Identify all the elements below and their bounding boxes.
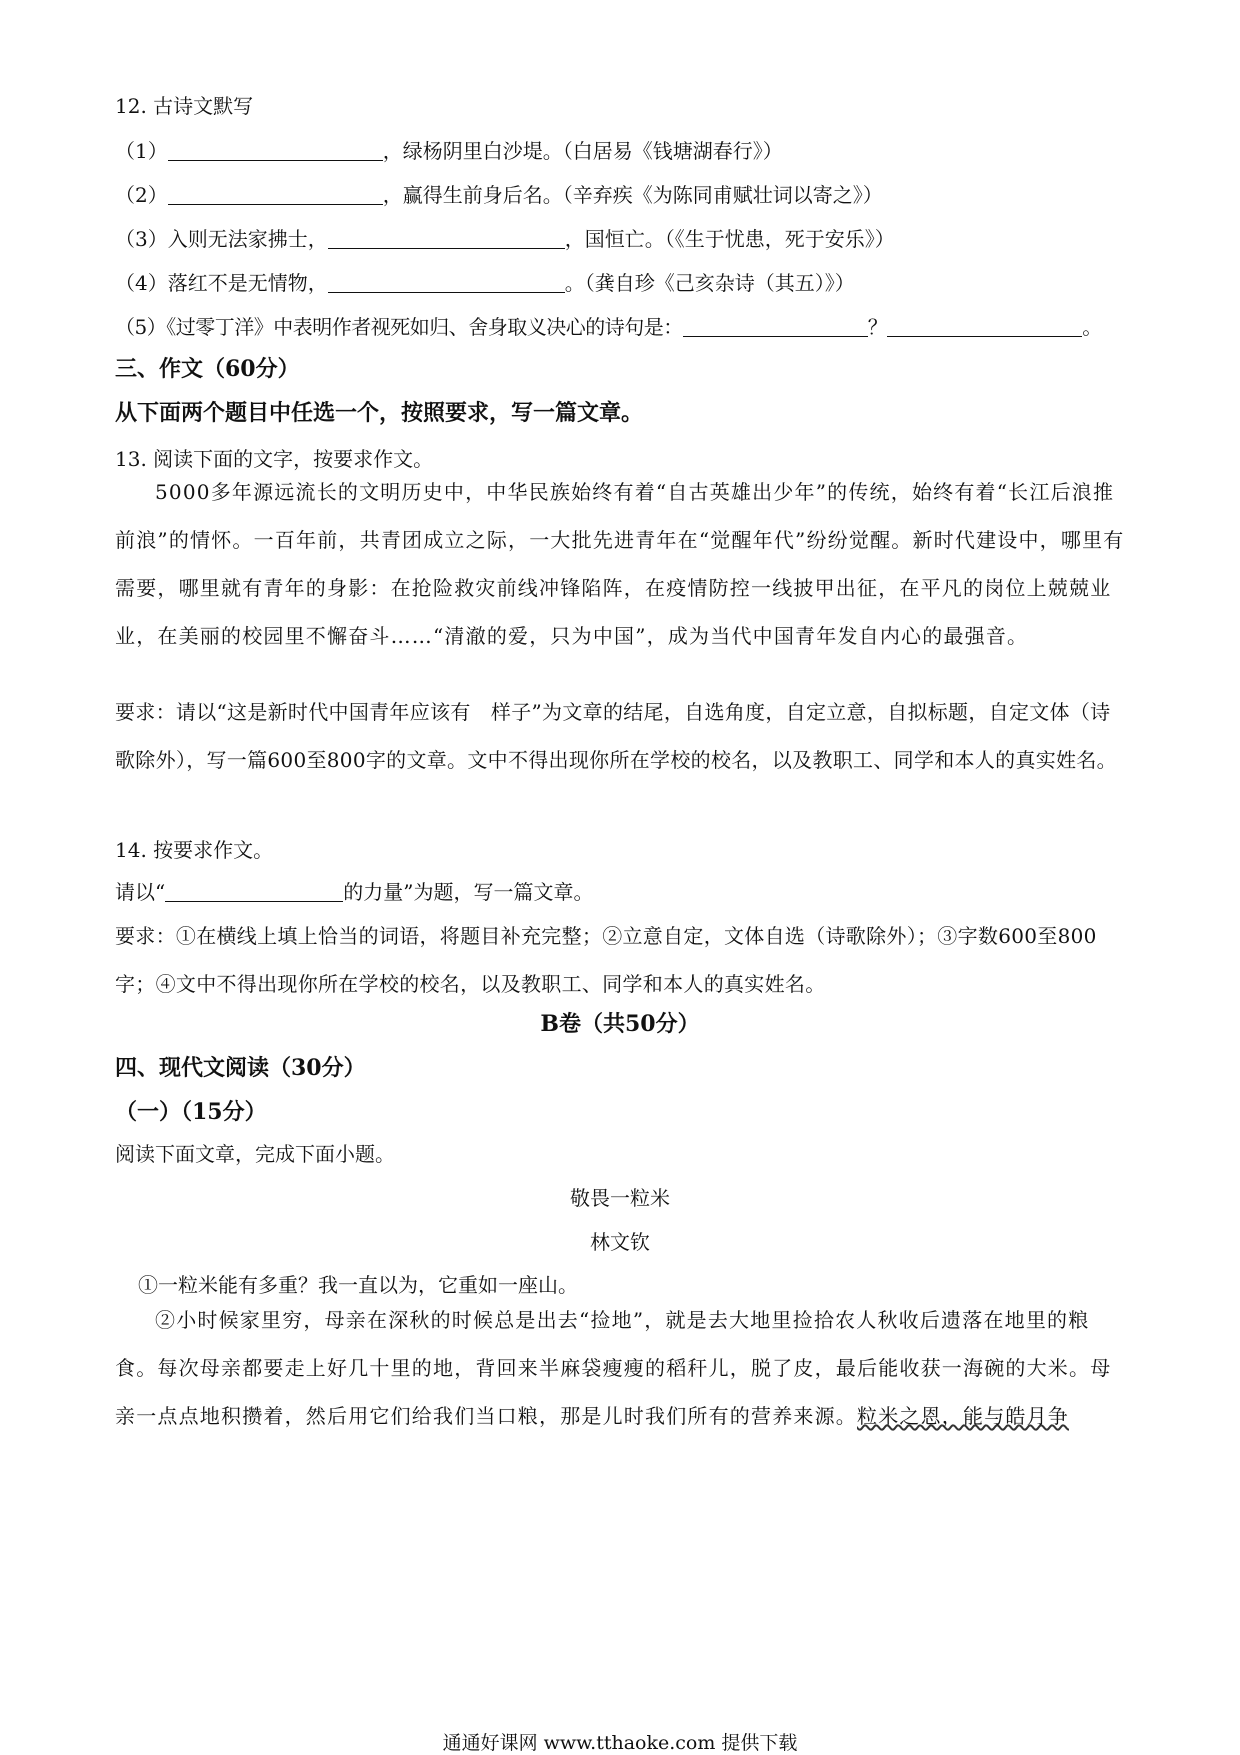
reading-instruction: 阅读下面文章，完成下面小题。 bbox=[115, 1142, 395, 1166]
q12-item-2 bbox=[115, 183, 1130, 207]
q12-item-4-pre: （4）落红不是无情物， bbox=[115, 271, 328, 295]
answer-blank-3[interactable] bbox=[328, 228, 565, 249]
q12-item-4 bbox=[115, 271, 1130, 295]
q12-item-3-post: ，国恒亡。（《生于忧患，死于安乐》） bbox=[564, 227, 895, 251]
q12-item-3 bbox=[115, 227, 1130, 251]
title-blank[interactable] bbox=[165, 881, 343, 902]
article-paragraph-2-text: ②小时候家里穷，母亲在深秋的时候总是出去“捡地”，就是去大地里捡拾农人秋收后遗落在地里的粮食。每次母亲都要走上好几十里的地，背回来半麻袋瘦瘦的稻秆儿，脱了皮，最后能收获一海碗的大米。母亲一点点地积攒着，然后用它们给我们当口粮，那是儿时我们所有的营养来源。 bbox=[115, 1308, 1112, 1428]
q12-title: 12. 古诗文默写 bbox=[115, 94, 254, 118]
q12-item-5-pre: （5）《过零丁洋》中表明作者视死如归、舍身取义决心的诗句是： bbox=[115, 315, 683, 339]
q12-item-5-mid: ？ bbox=[867, 315, 888, 339]
q14-prompt-post: 的力量”为题，写一篇文章。 bbox=[343, 880, 594, 904]
q14-prompt bbox=[115, 880, 1130, 904]
answer-blank-5a[interactable] bbox=[683, 316, 868, 337]
q12-item-5-end: 。 bbox=[1082, 315, 1102, 339]
answer-blank-2[interactable] bbox=[168, 184, 383, 205]
q13-requirement: 要求：请以“这是新时代中国青年应该有 样子”为文章的结尾，自选角度，自定立意，自拟标题，自定文体（诗歌除外），写一篇600至800字的文章。文中不得出现你所在学校的校名，以及教职工、同学和本人的真实姓名。 bbox=[115, 700, 1117, 772]
q14-requirement: 要求：①在横线上填上恰当的词语，将题目补充完整；②立意自定，文体自选（诗歌除外）；③字数600至800字；④文中不得出现你所在学校的校名，以及教职工、同学和本人的真实姓名。 bbox=[115, 924, 1097, 996]
section-3-instruction: 从下面两个题目中任选一个，按照要求，写一篇文章。 bbox=[115, 400, 644, 426]
answer-blank-5b[interactable] bbox=[887, 316, 1082, 337]
article-paragraph-1: ①一粒米能有多重？我一直以为，它重如一座山。 bbox=[138, 1273, 578, 1297]
q12-item-1 bbox=[115, 139, 1130, 163]
q13-passage bbox=[115, 468, 1130, 660]
q12-item-1-number: （1） bbox=[115, 139, 168, 163]
q13-requirement-block bbox=[115, 688, 1130, 784]
answer-blank-1[interactable] bbox=[168, 140, 383, 161]
q12-item-2-number: （2） bbox=[115, 183, 168, 207]
q14-prompt-pre: 请以“ bbox=[115, 880, 166, 904]
q12-item-1-text: ，绿杨阴里白沙堤。（白居易《钱塘湖春行》） bbox=[382, 139, 783, 163]
q13-title: 13. 阅读下面的文字，按要求作文。 bbox=[115, 447, 434, 471]
q14-title: 14. 按要求作文。 bbox=[115, 838, 274, 862]
download-footer: 通通好课网 www.tthaoke.com 提供下载 bbox=[442, 1732, 798, 1754]
q12-item-3-pre: （3）入则无法家拂士， bbox=[115, 227, 328, 251]
underlined-phrase: 粒米之恩，能与皓月争 bbox=[857, 1404, 1069, 1428]
q12-item-4-post: 。（龚自珍《己亥杂诗（其五）》） bbox=[564, 271, 855, 295]
q12-item-5 bbox=[115, 315, 1130, 339]
section-3-heading: 三、作文（60分） bbox=[115, 356, 300, 382]
subsection-1-heading: （一）（15分） bbox=[115, 1099, 267, 1125]
section-4-heading: 四、现代文阅读（30分） bbox=[115, 1055, 366, 1081]
part-b-heading: B卷（共50分） bbox=[540, 1011, 700, 1037]
answer-blank-4[interactable] bbox=[328, 272, 565, 293]
q13-passage-text: 5000多年源远流长的文明历史中，中华民族始终有着“自古英雄出少年”的传统，始终有着“长江后浪推前浪”的情怀。一百年前，共青团成立之际，一大批先进青年在“觉醒年代”纷纷觉醒。新时代建设中，哪里有需要，哪里就有青年的身影：在抢险救灾前线冲锋陷阵，在疫情防控一线披甲出征，在平凡的岗位上兢兢业业，在美丽的校园里不懈奋斗……“清澈的爱，只为中国”，成为当代中国青年发自内心的最强音。 bbox=[115, 480, 1125, 648]
article-paragraph-2 bbox=[115, 1296, 1130, 1440]
article-title: 敬畏一粒米 bbox=[570, 1186, 670, 1210]
q12-item-2-text: ，赢得生前身后名。（辛弃疾《为陈同甫赋壮词以寄之》） bbox=[382, 183, 883, 207]
q14-requirement-block bbox=[115, 912, 1130, 1008]
article-author: 林文钦 bbox=[590, 1230, 650, 1254]
